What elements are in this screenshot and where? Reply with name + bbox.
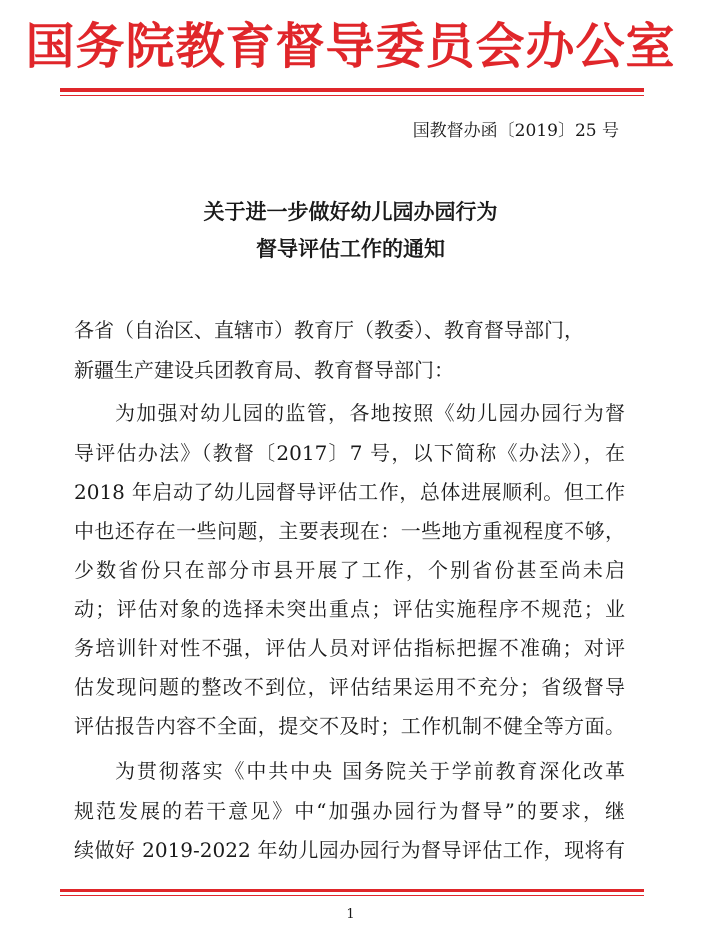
- paragraph-1-line-2: 导评估办法》（教督〔2017〕7 号，以下简称《办法》），在: [74, 441, 625, 465]
- paragraph-2-line-2: 规范发展的若干意见》中“加强办园行为督导”的要求，继: [74, 799, 625, 823]
- paragraph-1-line-3: 2018 年启动了幼儿园督导评估工作，总体进展顺利。但工作: [74, 480, 625, 504]
- paragraph-1-line-9: 评估报告内容不全面，提交不及时；工作机制不健全等方面。: [74, 714, 625, 738]
- issuer-header: 国务院教育督导委员会办公室: [25, 17, 676, 75]
- paragraph-1-line-7: 务培训针对性不强，评估人员对评估指标把握不准确；对评: [74, 636, 625, 660]
- paragraph-1-line-8: 估发现问题的整改不到位，评估结果运用不充分；省级督导: [74, 675, 625, 699]
- addressee-line-1: 各省（自治区、直辖市）教育厅（教委）、教育督导部门，: [74, 318, 584, 342]
- paragraph-1-line-6: 动；评估对象的选择未突出重点；评估实施程序不规范；业: [74, 597, 625, 621]
- title-line-1: 关于进一步做好幼儿园办园行为: [203, 199, 498, 224]
- page-number: 1: [346, 907, 355, 922]
- footer-rule-thin: [60, 895, 644, 896]
- header-rule-thin: [60, 95, 644, 96]
- paragraph-2-line-3: 续做好 2019-2022 年幼儿园办园行为督导评估工作，现将有: [74, 838, 625, 862]
- footer-rule-thick: [60, 889, 644, 892]
- paragraph-1-line-4: 中也还存在一些问题，主要表现在：一些地方重视程度不够，: [74, 519, 625, 543]
- document-number: 国教督办函〔2019〕25 号: [412, 121, 619, 141]
- header-rule-thick: [60, 88, 644, 92]
- addressee-line-2: 新疆生产建设兵团教育局、教育督导部门：: [74, 358, 454, 382]
- paragraph-1-line-1: 为加强对幼儿园的监管，各地按照《幼儿园办园行为督: [115, 401, 625, 425]
- paragraph-2-line-1: 为贯彻落实《中共中央 国务院关于学前教育深化改革: [115, 759, 625, 783]
- paragraph-1-line-5: 少数省份只在部分市县开展了工作，个别省份甚至尚未启: [74, 558, 625, 582]
- title-line-2: 督导评估工作的通知: [256, 236, 445, 261]
